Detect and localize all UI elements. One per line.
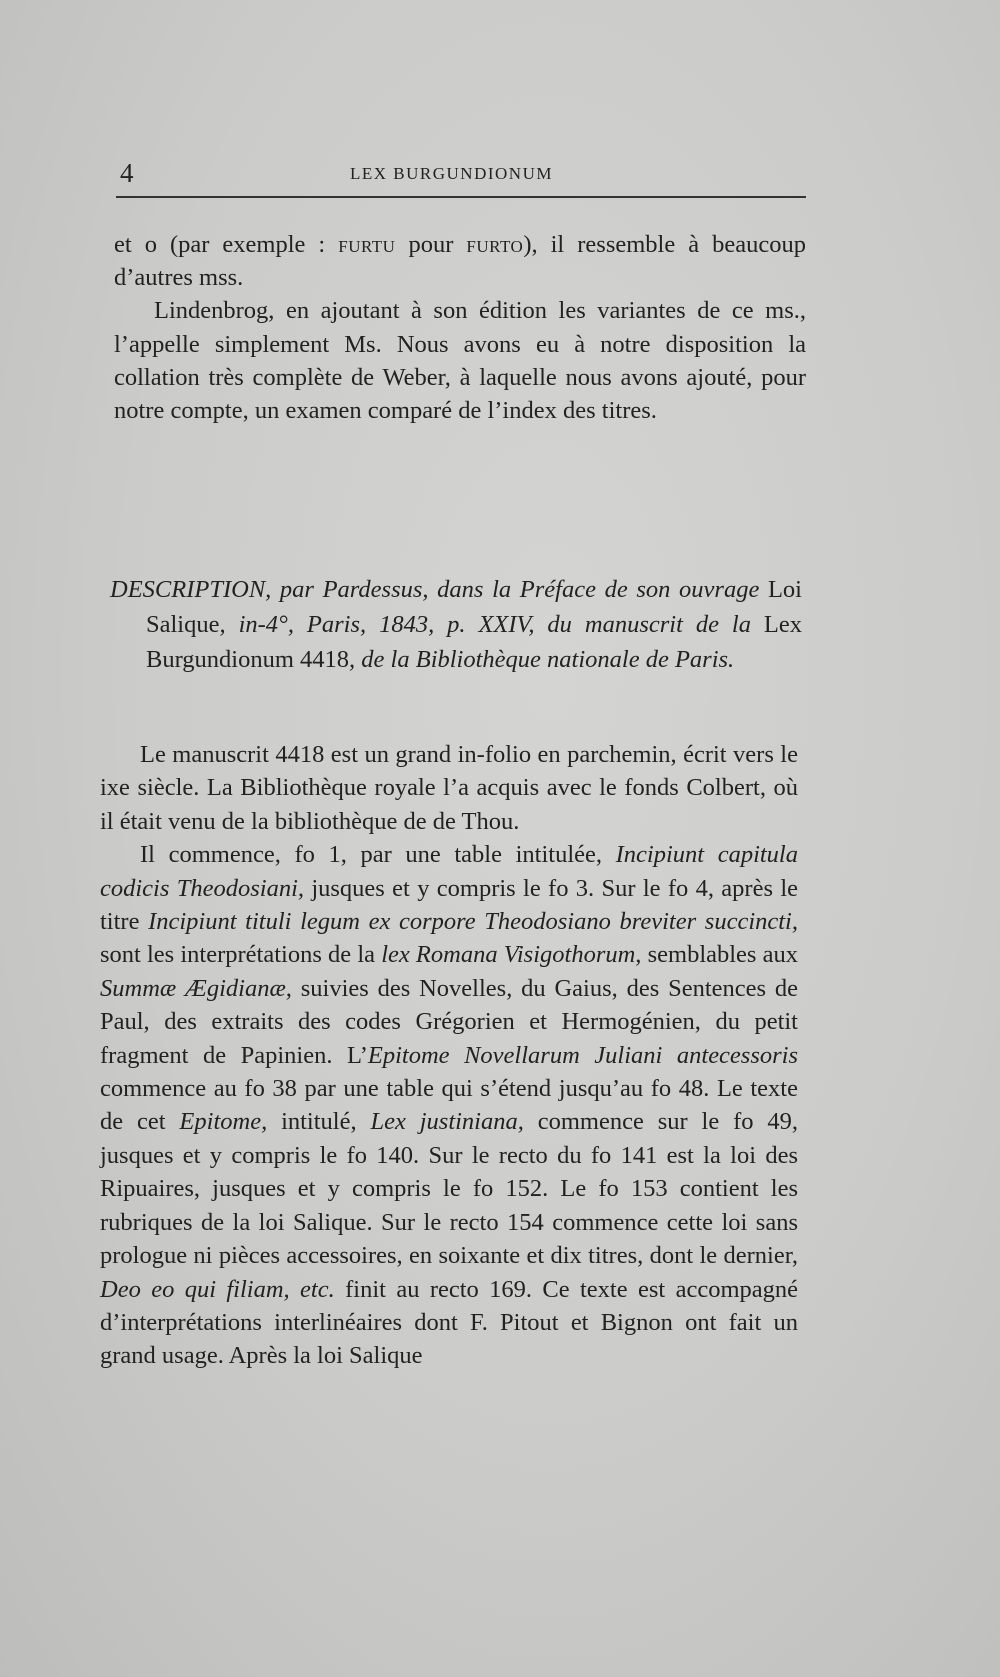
intro-text-b: pour <box>395 231 467 258</box>
description-part-c: , in-4°, Paris, 1843, p. XXIV, du manuscrit de la <box>219 611 764 638</box>
title-epitome: Epitome, <box>179 1108 268 1136</box>
page-header <box>120 158 803 192</box>
title-deo-eo: Deo eo qui filiam, etc. <box>100 1275 335 1303</box>
description-work-title: Loi Salique <box>146 576 802 638</box>
title-tituli-legum: Incipiunt tituli legum ex corpore Theodosiano breviter succincti, <box>148 908 798 936</box>
body-seg-7: semblables aux <box>641 941 798 969</box>
body-seg-13: intitulé, <box>267 1108 371 1136</box>
intro-paragraph-2: Lindenbrog, en ajoutant à son édition les variantes de ce ms., l’appelle simplement Ms. Nous avons eu à notre disposition la collation très complète de Weber, à laquelle nous avons ajouté, pour notre compte, un examen comparé de l’index des titres. <box>114 297 806 425</box>
word-furto: furto <box>466 231 524 258</box>
body-seg-15: commence sur le fo 49, jusques et y compris le fo 140. Sur le recto du fo 141 est la loi des Ripuaires, jusques et y compris le fo 152. Le fo 153 contient les rubriques de la loi Salique. Sur le recto 154 commence cette loi sans prologue ni pièces accessoires, en soixante et dix titres, dont le dernier, <box>100 1108 798 1270</box>
body-seg-11: commence au fo 38 par une table qui s’étend jusqu’au fo 48. Le texte de cet <box>100 1075 798 1136</box>
description-heading <box>110 572 802 677</box>
description-part-e: , de la Bibliothèque nationale de Paris. <box>349 646 735 673</box>
description-manuscript: Lex Burgundionum 4418 <box>146 611 802 673</box>
title-capitula: Incipiunt capitula codicis Theodosiani, <box>100 841 798 902</box>
body-paragraph-2 <box>100 838 798 1373</box>
page-number: 4 <box>120 158 134 188</box>
body-seg-1: Il commence, fo 1, par une table intitulée, <box>140 841 616 869</box>
body-seg-17: finit au recto 169. Ce texte est accompagné d’interprétations interlinéaires dont F. Pitout et Bignon ont fait un grand usage. Après la loi Salique <box>100 1275 798 1370</box>
body-text <box>100 738 798 1373</box>
word-furtu: furtu <box>338 231 396 258</box>
body-paragraph-1: Le manuscrit 4418 est un grand in-folio en parchemin, écrit vers le ixe siècle. La Bibliothèque royale l’a acquis avec le fonds Colbert, où il était venu de la bibliothèque de de Thou. <box>100 741 798 835</box>
description-part-a: DESCRIPTION, par Pardessus, dans la Préface de son ouvrage <box>110 576 768 603</box>
intro-text-c: ), il ressemble à beaucoup d’autres mss. <box>114 231 806 292</box>
intro-paragraph-1 <box>114 228 806 294</box>
running-title: LEX BURGUNDIONUM <box>350 164 553 183</box>
body-seg-5: sont les interprétations de la <box>100 941 382 969</box>
body-seg-3: jusques et y compris le fo 3. Sur le fo 4, après le titre <box>100 874 799 936</box>
title-lex-romana: lex Romana Visigothorum, <box>381 941 642 969</box>
intro-text <box>114 228 806 427</box>
title-summae: Summæ Ægidianæ, <box>100 974 292 1002</box>
body-seg-9: suivies des Novelles, du Gaius, des Sentences de Paul, des extraits des codes Grégorien et Hermogénien, du petit fragment de Papinien. L’ <box>100 974 798 1069</box>
title-epitome-novellarum: Epitome Novellarum Juliani antecessoris <box>367 1041 799 1069</box>
intro-text-a: et o (par exemple : <box>114 231 339 258</box>
header-rule <box>116 196 806 198</box>
title-lex-justiniana: Lex justiniana, <box>370 1108 524 1136</box>
